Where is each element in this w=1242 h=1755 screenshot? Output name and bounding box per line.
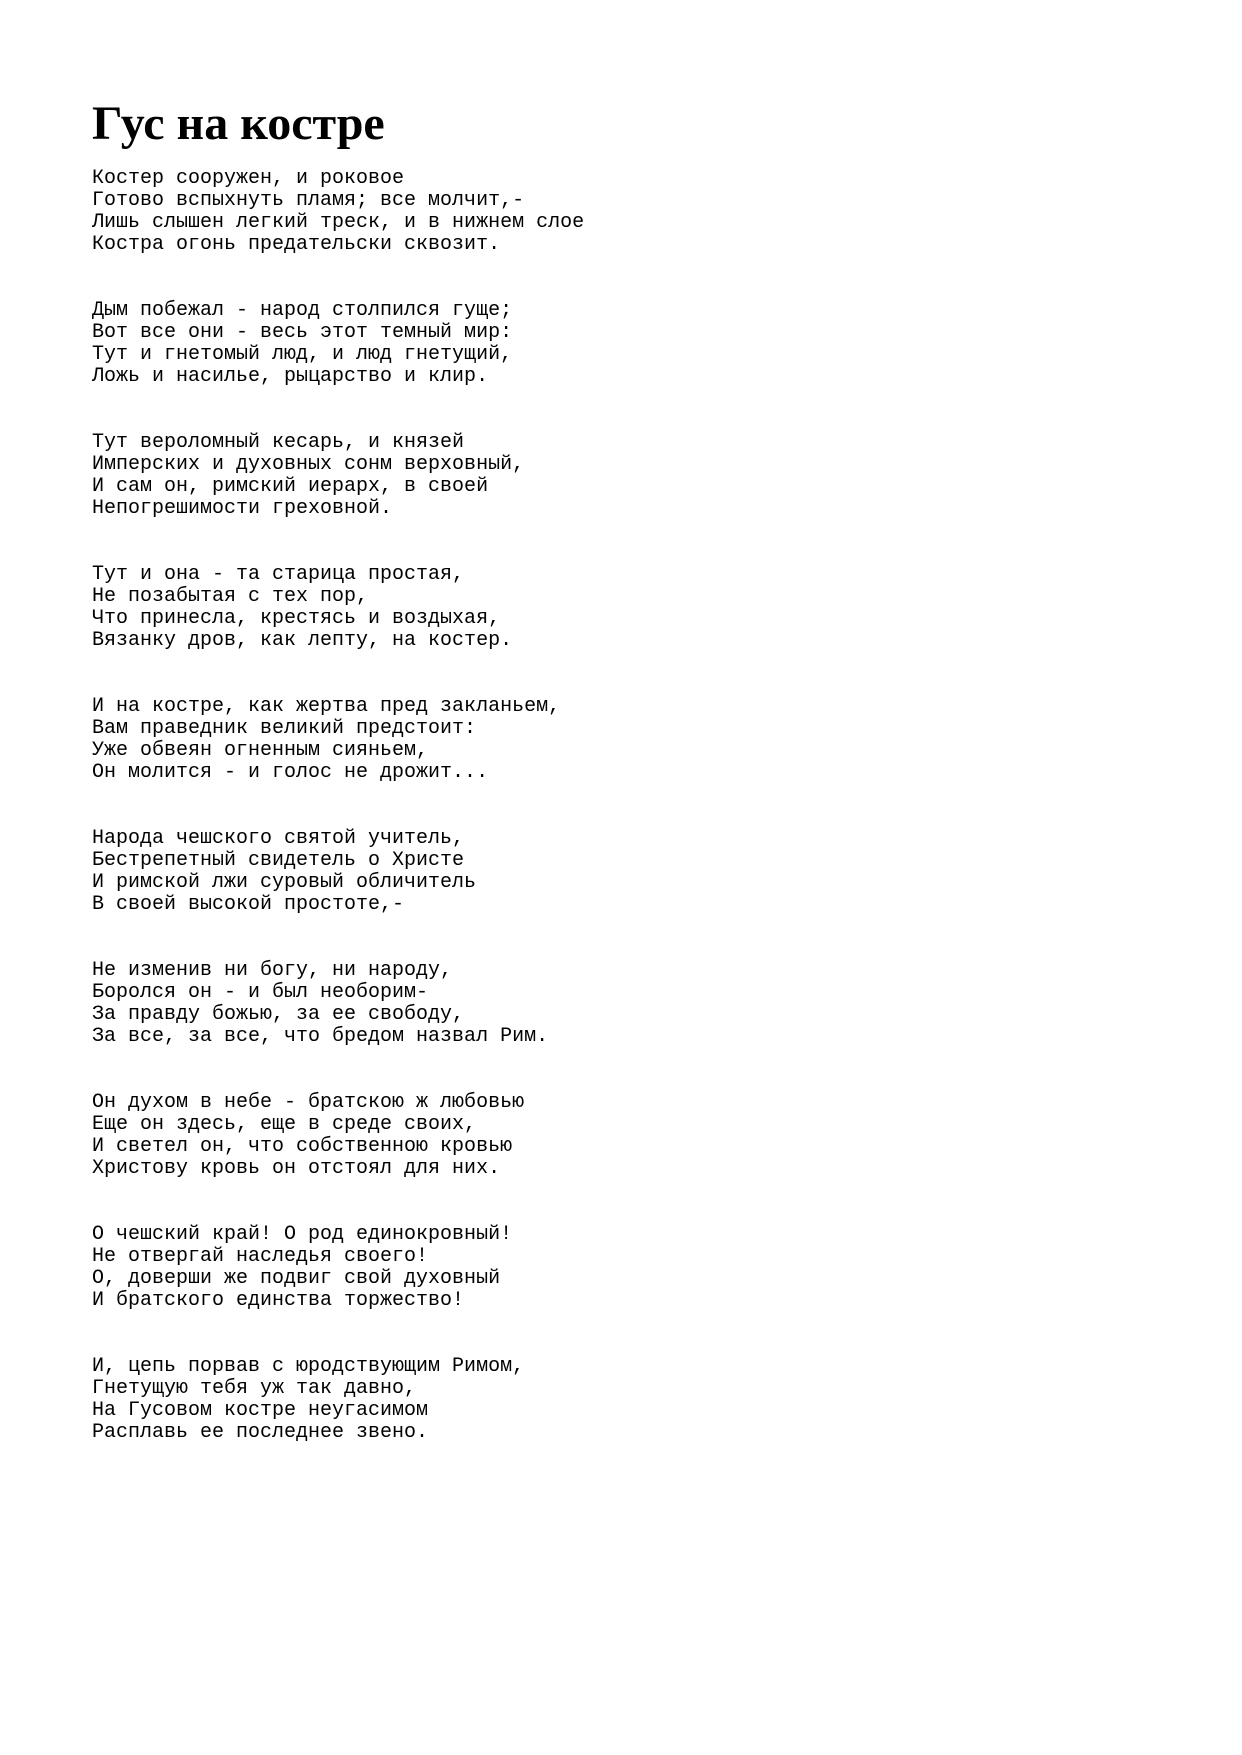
poem-line: Расплавь ее последнее звено. — [92, 1421, 429, 1444]
stanza — [92, 432, 1192, 520]
poem-line: Вот все они - весь этот темный мир: — [92, 321, 513, 344]
poem-line: Что принесла, крестясь и воздыхая, — [92, 607, 501, 630]
poem-line: Дым побежал - народ столпился гуще; — [92, 299, 513, 322]
stanza — [92, 1092, 1192, 1180]
poem-line: И римской лжи суровый обличитель — [92, 871, 477, 894]
poem-line: Не изменив ни богу, ни народу, — [92, 959, 453, 982]
poem-line: Боролся он - и был необорим- — [92, 981, 429, 1004]
page-title: Гус на костре — [92, 97, 385, 150]
poem-line: Христову кровь он отстоял для них. — [92, 1157, 501, 1180]
poem-line: О, доверши же подвиг свой духовный — [92, 1267, 501, 1290]
poem-line: Он молится - и голос не дрожит... — [92, 761, 489, 784]
poem-line: Ложь и насилье, рыцарство и клир. — [92, 365, 489, 388]
stanza — [92, 828, 1192, 916]
stanza — [92, 1356, 1192, 1444]
poem-line: Не отвергай наследья своего! — [92, 1245, 429, 1268]
poem-line: Народа чешского святой учитель, — [92, 827, 465, 850]
stanza — [92, 696, 1192, 784]
poem-line: Лишь слышен легкий треск, и в нижнем слое — [92, 211, 585, 234]
poem-line: За правду божью, за ее свободу, — [92, 1003, 465, 1026]
poem-line: И светел он, что собственною кровью — [92, 1135, 513, 1158]
poem-line: Тут и гнетомый люд, и люд гнетущий, — [92, 343, 513, 366]
poem-line: Костер сооружен, и роковое — [92, 167, 405, 190]
poem-line: На Гусовом костре неугасимом — [92, 1399, 429, 1422]
poem-line: За все, за все, что бредом назвал Рим. — [92, 1025, 549, 1048]
poem-line: О чешский край! О род единокровный! — [92, 1223, 513, 1246]
poem-line: Бестрепетный свидетель о Христе — [92, 849, 465, 872]
poem-line: Имперских и духовных сонм верховный, — [92, 453, 525, 476]
poem-line: Гнетущую тебя уж так давно, — [92, 1377, 417, 1400]
poem-line: Вязанку дров, как лепту, на костер. — [92, 629, 513, 652]
stanza — [92, 300, 1192, 388]
stanza — [92, 1224, 1192, 1312]
stanza — [92, 168, 1192, 256]
poem-line: Не позабытая с тех пор, — [92, 585, 369, 608]
poem-line: Готово вспыхнуть пламя; все молчит,- — [92, 189, 525, 212]
poem-line: И, цепь порвав с юродствующим Римом, — [92, 1355, 525, 1378]
poem-line: И сам он, римский иерарх, в своей — [92, 475, 489, 498]
poem-line: Тут и она - та старица простая, — [92, 563, 465, 586]
stanza — [92, 564, 1192, 652]
poem-line: В своей высокой простоте,- — [92, 893, 405, 916]
poem-body — [92, 168, 1192, 1488]
poem-line: Непогрешимости греховной. — [92, 497, 393, 520]
poem-line: Он духом в небе - братскою ж любовью — [92, 1091, 525, 1114]
poem-line: Тут вероломный кесарь, и князей — [92, 431, 465, 454]
poem-line: И братского единства торжество! — [92, 1289, 465, 1312]
poem-line: И на костре, как жертва пред закланьем, — [92, 695, 561, 718]
poem-line: Костра огонь предательски сквозит. — [92, 233, 501, 256]
poem-line: Вам праведник великий предстоит: — [92, 717, 477, 740]
poem-line: Еще он здесь, еще в среде своих, — [92, 1113, 477, 1136]
stanza — [92, 960, 1192, 1048]
poem-line: Уже обвеян огненным сияньем, — [92, 739, 429, 762]
